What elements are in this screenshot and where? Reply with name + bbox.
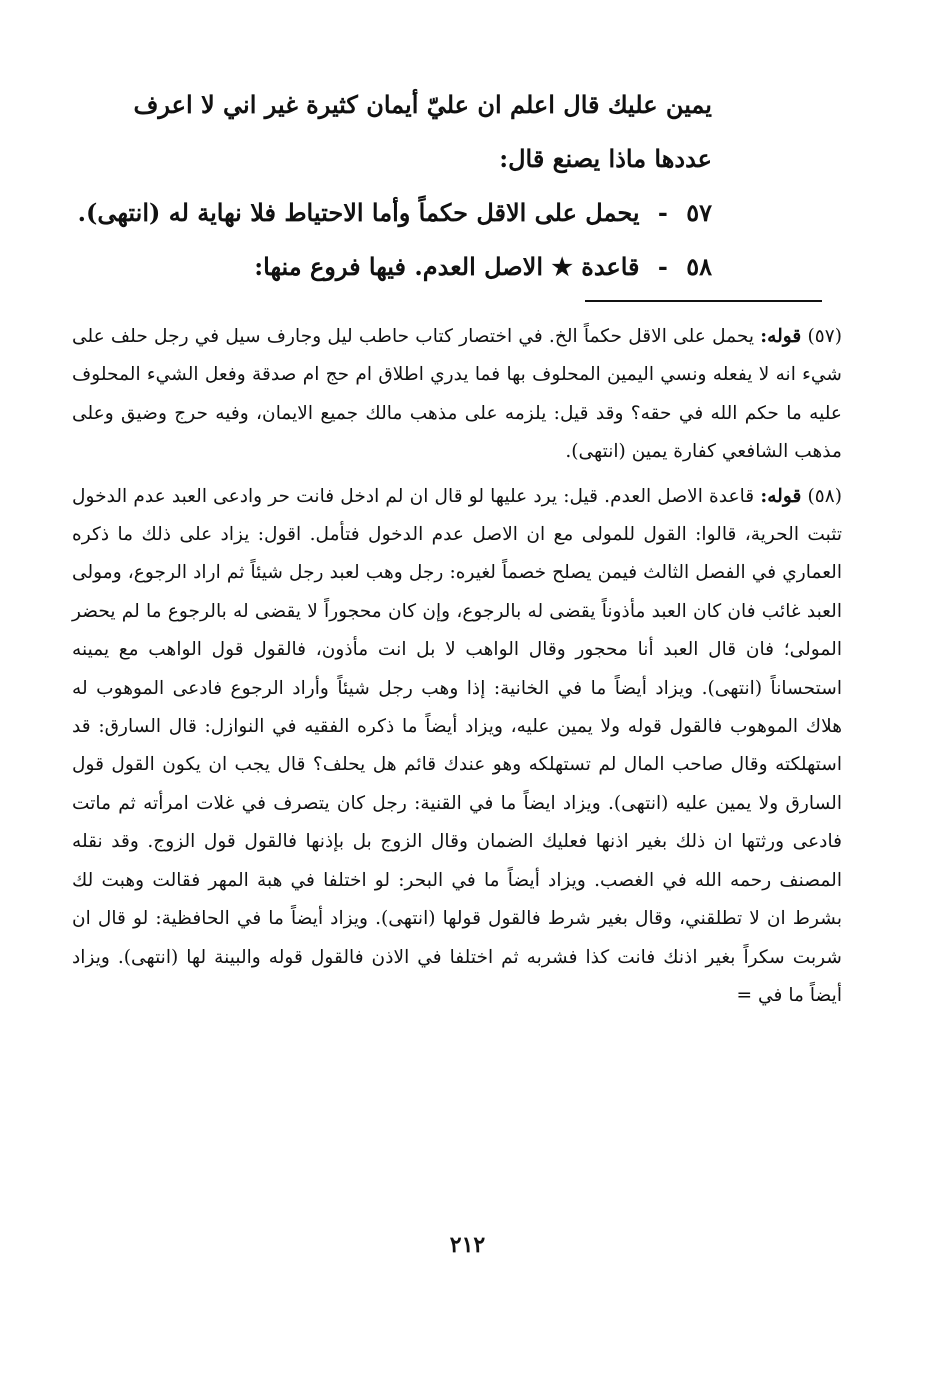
- footnote-57: [72, 318, 842, 472]
- footnote-text: يحمل على الاقل حكماً الخ. في اختصار كتاب حاطب ليل وجارف سيل في رجل حلف على شيء انه لا يفعله ونسي اليمين المحلوف بها فما يدري اطلاق ام حج ام صدقة وفعل الشيء المحلوف عليه ما حكم الله في حقه؟ وقد قيل: يلزمه على مذهب مالك جميع الايمان، وفيه حرج وضيق وعلى مذهب الشافعي كفارة يمين (انتهى).: [72, 326, 842, 463]
- item-dash: -: [657, 198, 668, 227]
- rule-item-57: [72, 186, 712, 240]
- item-text: يحمل على الاقل حكماً وأما الاحتياط فلا نهاية له (انتهى).: [77, 198, 640, 227]
- footnote-58: [72, 478, 842, 1016]
- footnote-number: (٥٨): [807, 485, 842, 507]
- footnote-divider: [585, 300, 822, 302]
- intro-line-2: عددها ماذا يصنع قال:: [499, 144, 712, 173]
- footnote-text: قاعدة الاصل العدم. قيل: يرد عليها لو قال ان لم ادخل فانت حر وادعى العبد عدم الدخول تثبت الحرية، قالوا: القول للمولى مع ان الاصل عدم الدخول فتأمل. اقول: يزاد على ذلك ما ذكره العماري في الفصل الثالث فيمن يصلح خصماً لغيره: رجل وهب لعبد رجل شيئاً ثم اراد الرجوع، ومولى العبد غائب فان كان العبد مأذوناً يقضى له بالرجوع، وإن كان محجوراً لا يقضى له بالرجوع ما لم يحضر المولى؛ فان قال العبد أنا محجور وقال الواهب لا بل انت مأذون، فالقول قول الواهب مع يمينه استحساناً (انتهى). ويزاد أيضاً ما في الخانية: إذا وهب رجل شيئاً وأراد الرجوع فادعى الموهوب له هلاك الموهوب فالقول قوله ولا يمين عليه، ويزاد أيضاً ما ذكره الفقيه في النوازل: قال السارق: قد استهلكته وقال صاحب المال لم تستهلكه وهو عندك قائم هل يحلف؟ قال يجب ان يكون القول قول السارق ولا يمين عليه (انتهى). ويزاد ايضاً ما في القنية: رجل كان يتصرف في غلات امرأته ثم ماتت فادعى ورثتها ان ذلك بغير اذنها فعليك الضمان وقال الزوج بل بإذنها فالقول قول الزوج. وقد نقله المصنف رحمه الله في الغصب. ويزاد أيضاً ما في البحر: لو اختلفا في هبة المهر فقالت وهبت لك بشرط ان لا تطلقني، وقال بغير شرط فالقول قولها (انتهى). ويزاد أيضاً ما في الحافظية: لو قال ان شربت سكراً بغير اذنك فانت كذا فشربه ثم اختلفا في الاذن فالقول قوله والبينة لها (انتهى). ويزاد أيضاً ما في =: [72, 485, 842, 1006]
- footnotes: [72, 318, 842, 1021]
- page-number: ٢١٢: [449, 1232, 486, 1258]
- footnote-number: (٥٧): [807, 326, 842, 347]
- item-dash: -: [657, 252, 668, 281]
- item-number: ٥٧: [686, 198, 712, 227]
- footnote-label: قوله:: [760, 326, 802, 347]
- footnote-label: قوله:: [760, 485, 802, 507]
- main-text: [72, 78, 712, 294]
- rule-item-58: [72, 240, 712, 294]
- intro-line-1: يمين عليك قال اعلم ان عليّ أيمان كثيرة غير اني لا اعرف: [133, 90, 712, 119]
- item-text: قاعدة ★ الاصل العدم. فيها فروع منها:: [254, 252, 640, 281]
- item-number: ٥٨: [686, 252, 712, 281]
